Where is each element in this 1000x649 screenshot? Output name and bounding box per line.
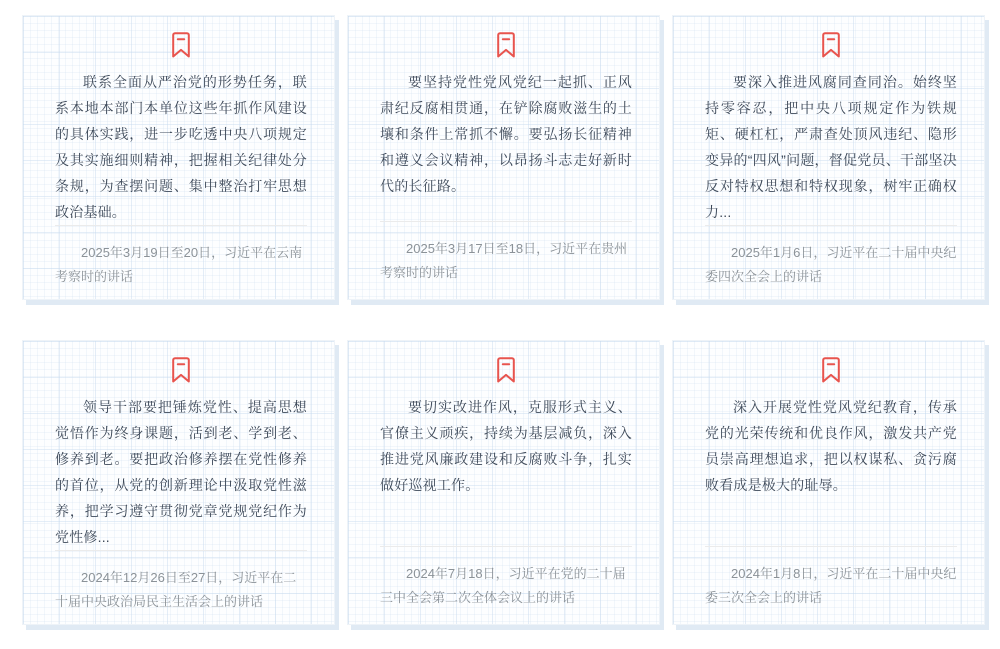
quote-card[interactable]: [347, 340, 660, 625]
quote-citation: 2024年12月26日至27日，习近平在二十届中央政治局民主生活会上的讲话: [55, 570, 297, 609]
card-footer: [380, 546, 632, 624]
quote-citation: 2025年3月19日至20日，习近平在云南考察时的讲话: [55, 245, 303, 284]
quote-citation: 2024年7月18日，习近平在党的二十届三中全会第二次全体会议上的讲话: [380, 566, 626, 605]
quote-text: 领导干部要把锤炼党性、提高思想觉悟作为终身课题，活到老、学到老、修养到老。要把政治修养摆在党性修养的首位，从党的创新理论中汲取党性滋养，把学习遵守贯彻党章党规党纪作为党性修...: [55, 399, 307, 545]
quote-card[interactable]: [672, 15, 985, 300]
quote-text: 联系全面从严治党的形势任务，联系本地本部门本单位这些年抓作风建设的具体实践，进一步吃透中央八项规定及其实施细则精神，把握相关纪律处分条规，为查摆问题、集中整治打牢思想政治基础。: [55, 74, 307, 220]
card-footer: [705, 225, 957, 303]
card-icon-row: [380, 356, 632, 384]
bookmark-icon: [496, 356, 516, 384]
quote-text: 深入开展党性党风党纪教育，传承党的光荣传统和优良作风，激发共产党员崇高理想追求，把以权谋私、贪污腐败看成是极大的耻辱。: [705, 399, 957, 493]
quote-text: 要切实改进作风，克服形式主义、官僚主义顽疾，持续为基层减负，深入推进党风廉政建设和反腐败斗争，扎实做好巡视工作。: [380, 399, 632, 493]
card-footer: [55, 550, 307, 628]
quote-card[interactable]: [347, 15, 660, 300]
quote-text: 要深入推进风腐同查同治。始终坚持零容忍，把中央八项规定作为铁规矩、硬杠杠，严肃查处顶风违纪、隐形变异的“四风”问题，督促党员、干部坚决反对特权思想和特权现象，树牢正确权力...: [705, 74, 957, 220]
bookmark-icon: [171, 356, 191, 384]
card-icon-row: [705, 356, 957, 384]
card-icon-row: [380, 31, 632, 59]
card-icon-row: [55, 356, 307, 384]
quote-card[interactable]: [22, 15, 335, 300]
quote-card[interactable]: [22, 340, 335, 625]
bookmark-icon: [171, 31, 191, 59]
bookmark-icon: [821, 356, 841, 384]
quote-citation: 2025年1月6日，习近平在二十届中央纪委四次全会上的讲话: [705, 245, 957, 284]
card-footer: [705, 546, 957, 624]
card-footer: [380, 221, 632, 299]
card-footer: [55, 225, 307, 303]
quote-text: 要坚持党性党风党纪一起抓、正风肃纪反腐相贯通，在铲除腐败滋生的土壤和条件上常抓不懈。要弘扬长征精神和遵义会议精神，以昂扬斗志走好新时代的长征路。: [380, 74, 632, 194]
quote-citation: 2024年1月8日，习近平在二十届中央纪委三次全会上的讲话: [705, 566, 957, 605]
bookmark-icon: [496, 31, 516, 59]
quote-citation: 2025年3月17日至18日，习近平在贵州考察时的讲话: [380, 241, 628, 280]
quote-card-grid: [22, 15, 1000, 625]
quote-card[interactable]: [672, 340, 985, 625]
card-icon-row: [55, 31, 307, 59]
bookmark-icon: [821, 31, 841, 59]
card-icon-row: [705, 31, 957, 59]
